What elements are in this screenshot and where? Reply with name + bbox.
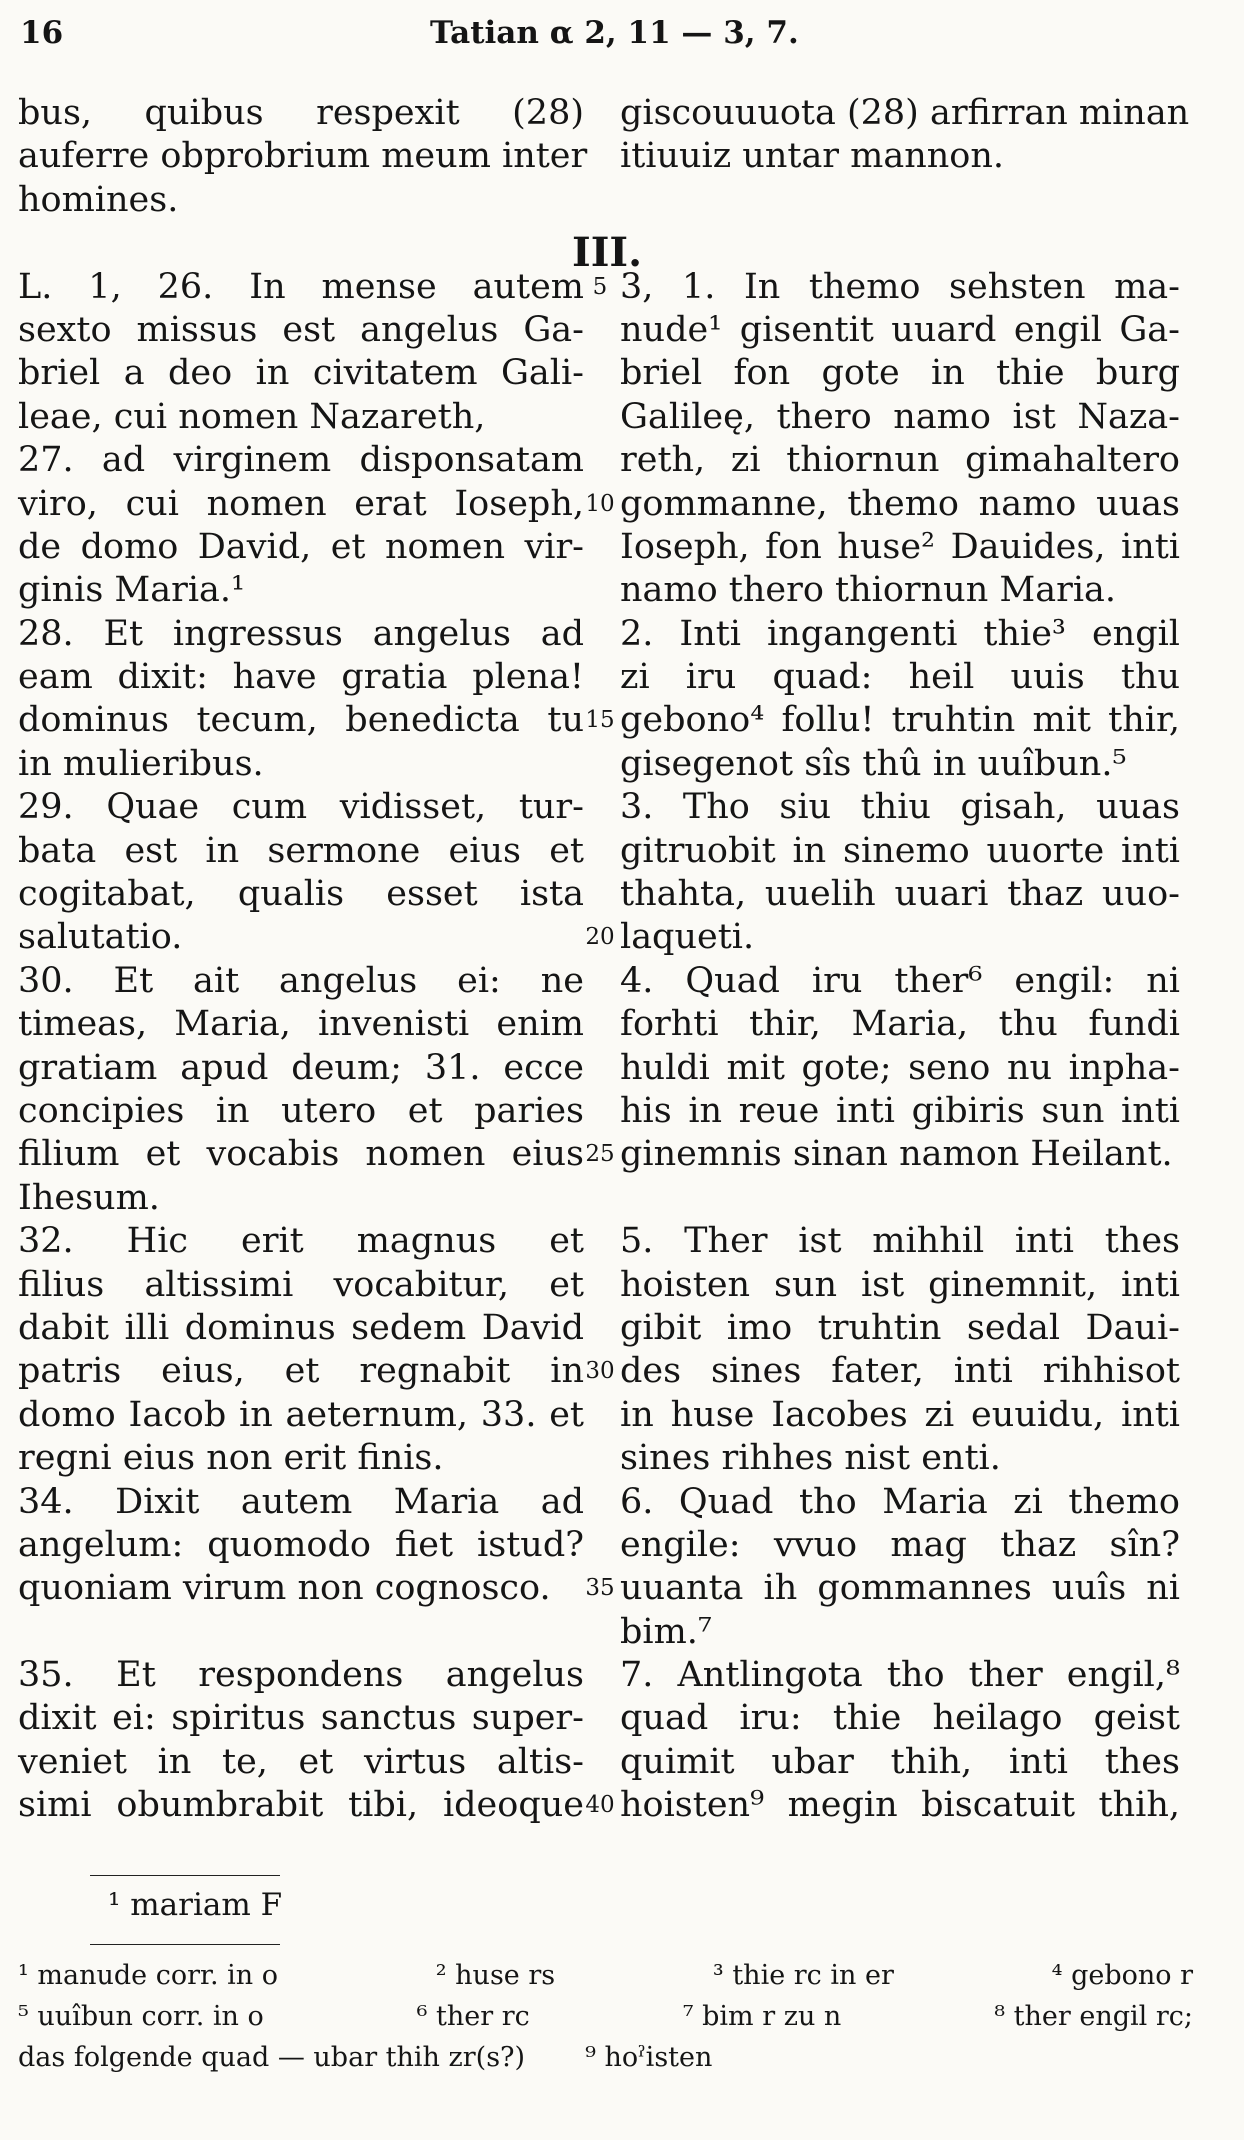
- apparatus-note: ⁹ hoˀisten: [585, 2042, 713, 2073]
- line-number: [580, 526, 620, 569]
- ohg-line: 4. Quad iru ther⁶ engil: ni: [620, 960, 1180, 1001]
- latin-line: concipies in utero et paries: [18, 1090, 584, 1131]
- ohg-line: quimit ubar thih, inti thes: [620, 1741, 1180, 1782]
- ohg-line: 3. Tho siu thiu gisah, uuas: [620, 787, 1180, 828]
- apparatus-line: [18, 1996, 1193, 2037]
- latin-line: domo Iacob in aeternum, 33. et: [18, 1394, 584, 1435]
- apparatus-line: [18, 1955, 1193, 1996]
- ohg-line: gommanne, themo namo uuas: [620, 483, 1180, 524]
- latin-column: [18, 92, 588, 1828]
- line-number: [580, 1003, 620, 1046]
- latin-line: filius altissimi vocabitur, et: [18, 1264, 584, 1305]
- line-number: [580, 1394, 620, 1437]
- latin-line: regni eius non erit finis.: [18, 1438, 444, 1479]
- running-header: [20, 8, 1220, 58]
- ohg-line: reth, zi thiornun gimahaltero: [620, 440, 1180, 481]
- ohg-line: 5. Ther ist mihhil inti thes: [620, 1221, 1180, 1262]
- line-number: [580, 1524, 620, 1567]
- latin-line: 34. Dixit autem Maria ad: [18, 1481, 584, 1522]
- ohg-line: engile: vvuo mag thaz sîn?: [620, 1524, 1180, 1565]
- ohg-line: his in reue inti gibiris sun inti: [620, 1090, 1180, 1131]
- line-number: 40: [585, 1792, 615, 1819]
- line-number: [580, 222, 620, 265]
- line-number: 30: [585, 1358, 615, 1385]
- line-number: 25: [585, 1141, 615, 1168]
- latin-line: timeas, Maria, invenisti enim: [18, 1004, 584, 1045]
- latin-line: eam dixit: have gratia plena!: [18, 657, 584, 698]
- apparatus-note: ⁶ ther rc: [416, 2001, 530, 2032]
- line-number: 10: [585, 490, 615, 517]
- ohg-line: zi iru quad: heil uuis thu: [620, 657, 1180, 698]
- apparatus-note: ⁵ uuîbun corr. in o: [18, 2001, 264, 2032]
- latin-line: ginis Maria.¹: [18, 570, 246, 611]
- latin-line: 35. Et respondens angelus: [18, 1655, 584, 1696]
- ohg-line: gitruobit in sinemo uuorte inti: [620, 830, 1180, 871]
- line-numbers: [580, 92, 620, 1828]
- line-number: 35: [585, 1575, 615, 1602]
- apparatus-note: ⁴ gebono r: [1051, 1960, 1193, 1991]
- latin-line: auferre obprobrium meum inter: [18, 136, 588, 177]
- latin-line: 28. Et ingressus angelus ad: [18, 613, 584, 654]
- running-title: Tatian α 2, 11 — 3, 7.: [430, 15, 799, 51]
- ohg-line: gisegenot sîs thû in uuîbun.⁵: [620, 743, 1127, 784]
- line-number: [580, 396, 620, 439]
- ohg-line: forhti thir, Maria, thu fundi: [620, 1004, 1180, 1045]
- blank-line: [18, 1611, 584, 1654]
- latin-line: 29. Quae cum vidisset, tur-: [18, 787, 584, 828]
- latin-line: veniet in te, et virtus altis-: [18, 1741, 584, 1782]
- line-number: [580, 1307, 620, 1350]
- latin-line: bus, quibus respexit (28): [18, 93, 584, 133]
- line-number: 5: [592, 273, 608, 300]
- line-number: [580, 1741, 620, 1784]
- line-number: [580, 1090, 620, 1133]
- line-number: 15: [585, 707, 615, 734]
- latin-line: sexto missus est angelus Ga-: [18, 309, 584, 350]
- chapter-heading: III.: [572, 229, 643, 276]
- line-number: [580, 179, 620, 222]
- ohg-line: giscouuuota (28) arfirran minan: [620, 93, 1190, 133]
- ohg-line: Galileę, thero namo ist Naza-: [620, 396, 1180, 437]
- line-number: [580, 1047, 620, 1090]
- line-number: [580, 569, 620, 612]
- latin-line: 27. ad virginem disponsatam: [18, 440, 584, 481]
- ohg-line: 3, 1. In themo sehsten ma-: [620, 266, 1180, 307]
- ohg-line: sines rihhes nist enti.: [620, 1438, 1001, 1479]
- line-number: [580, 786, 620, 829]
- critical-apparatus: [18, 1955, 1193, 2078]
- latin-line: dixit ei: spiritus sanctus super-: [18, 1698, 584, 1739]
- line-number: [580, 1481, 620, 1524]
- ohg-line: 2. Inti ingangenti thie³ engil: [620, 613, 1180, 654]
- apparatus-rule: [90, 1944, 280, 1945]
- latin-line: simi obumbrabit tibi, ideoque: [18, 1785, 584, 1826]
- line-number: [580, 656, 620, 699]
- blank-line: [18, 222, 584, 265]
- latin-line: 30. Et ait angelus ei: ne: [18, 960, 584, 1001]
- latin-line: dabit illi dominus sedem David: [18, 1307, 584, 1348]
- page-number: 16: [20, 15, 64, 51]
- ohg-line: thahta, uuelih uuari thaz uuo-: [620, 874, 1180, 915]
- blank-line: [620, 179, 1180, 222]
- line-number: [580, 1264, 620, 1307]
- latin-line: patris eius, et regnabit in: [18, 1351, 584, 1392]
- latin-line: angelum: quomodo fiet istud?: [18, 1524, 584, 1565]
- ohg-line: 7. Antlingota tho ther engil,⁸: [620, 1655, 1180, 1696]
- ohg-line: uuanta ih gommannes uuîs ni: [620, 1568, 1180, 1609]
- line-number: [580, 960, 620, 1003]
- latin-line: dominus tecum, benedicta tu: [18, 700, 584, 741]
- blank-line: [620, 1177, 1180, 1220]
- line-number: [580, 309, 620, 352]
- ohg-line: des sines fater, inti rihhisot: [620, 1351, 1180, 1392]
- line-number: [580, 92, 620, 135]
- ohg-line: gebono⁴ follu! truhtin mit thir,: [620, 700, 1180, 741]
- line-number: [580, 873, 620, 916]
- latin-line: leae, cui nomen Nazareth,: [18, 396, 486, 437]
- latin-line: quoniam virum non cognosco.: [18, 1568, 551, 1609]
- latin-line: 32. Hic erit magnus et: [18, 1221, 584, 1262]
- latin-line: cogitabat, qualis esset ista: [18, 874, 584, 915]
- line-number: [580, 1177, 620, 1220]
- apparatus-note: ⁸ ther engil rc;: [994, 2001, 1193, 2032]
- latin-line: gratiam apud deum; 31. ecce: [18, 1047, 584, 1088]
- latin-line: in mulieribus.: [18, 743, 264, 784]
- apparatus-note: ³ thie rc in er: [712, 1960, 894, 1991]
- latin-footnote: ¹ mariam F: [108, 1887, 283, 1923]
- ohg-line: briel fon gote in thie burg: [620, 353, 1180, 394]
- ohg-line: gibit imo truhtin sedal Daui-: [620, 1307, 1180, 1348]
- line-number: [580, 1654, 620, 1697]
- ohg-line: namo thero thiornun Maria.: [620, 570, 1117, 611]
- ohg-line: huldi mit gote; seno nu inpha-: [620, 1047, 1180, 1088]
- ohg-line: quad iru: thie heilago geist: [620, 1698, 1180, 1739]
- latin-line: viro, cui nomen erat Ioseph,: [18, 483, 584, 524]
- line-number: [580, 352, 620, 395]
- line-number: [580, 743, 620, 786]
- ohg-line: Ioseph, fon huse² Dauides, inti: [620, 526, 1180, 567]
- apparatus-note: ⁷ bim r zu n: [682, 2001, 842, 2032]
- ohg-line: laqueti.: [620, 917, 755, 958]
- apparatus-line: [18, 2037, 1193, 2078]
- ohg-line: itiuuiz untar mannon.: [620, 136, 1005, 177]
- ohg-line: hoisten⁹ megin biscatuit thih,: [620, 1785, 1180, 1826]
- latin-line: bata est in sermone eius et: [18, 830, 584, 871]
- latin-line: L. 1, 26. In mense autem: [18, 266, 584, 307]
- line-number: [580, 1220, 620, 1263]
- ohg-line: in huse Iacobes zi euuidu, inti: [620, 1394, 1180, 1435]
- line-number: [580, 1611, 620, 1654]
- ohg-line: hoisten sun ist ginemnit, inti: [620, 1264, 1180, 1305]
- line-number: [580, 830, 620, 873]
- latin-line: salutatio.: [18, 917, 183, 958]
- latin-line: filium et vocabis nomen eius: [18, 1134, 584, 1175]
- apparatus-note: ¹ manude corr. in o: [18, 1960, 278, 1991]
- apparatus-note: ² huse rs: [435, 1960, 556, 1991]
- ohg-line: 6. Quad tho Maria zi themo: [620, 1481, 1180, 1522]
- old-high-german-column: [620, 92, 1190, 1828]
- latin-line: Ihesum.: [18, 1177, 160, 1218]
- latin-line: homines.: [18, 179, 179, 220]
- line-number: [580, 1697, 620, 1740]
- latin-line: briel a deo in civitatem Gali-: [18, 353, 584, 394]
- ohg-line: ginemnis sinan namon Heilant.: [620, 1134, 1173, 1175]
- latin-line: de domo David, et nomen vir-: [18, 526, 584, 567]
- line-number: [580, 613, 620, 656]
- ohg-line: bim.⁷: [620, 1611, 712, 1652]
- line-number: [580, 1437, 620, 1480]
- ohg-line: nude¹ gisentit uuard engil Ga-: [620, 309, 1180, 350]
- footnote-rule: [90, 1875, 280, 1876]
- line-number: [580, 439, 620, 482]
- line-number: 20: [585, 924, 615, 951]
- line-number: [580, 135, 620, 178]
- blank-line: [620, 222, 1180, 265]
- apparatus-note: das folgende quad — ubar thih zr(s?): [18, 2042, 526, 2073]
